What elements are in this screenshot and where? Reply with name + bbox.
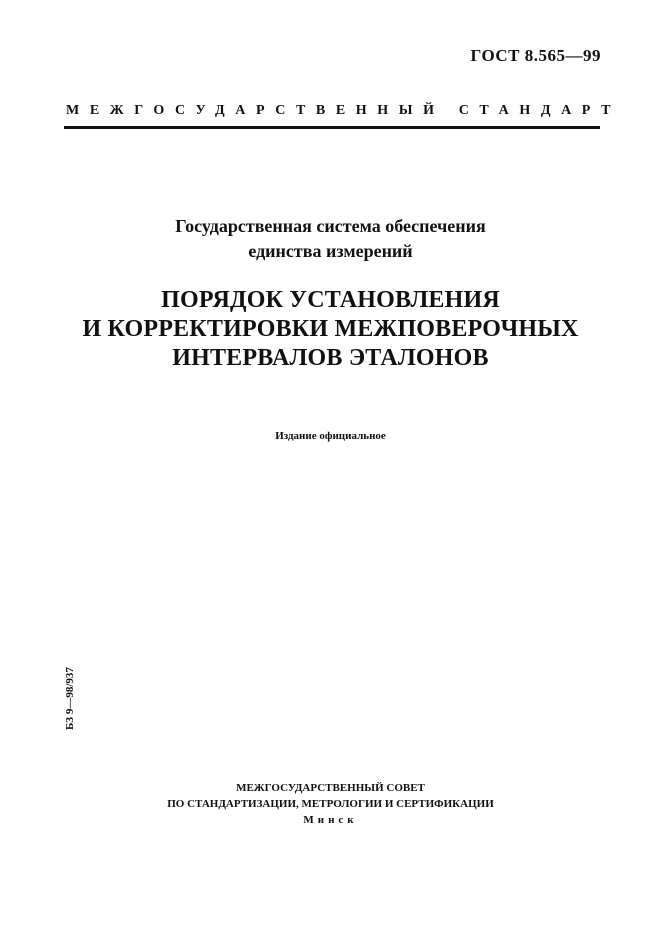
main-title bbox=[0, 286, 661, 373]
publisher-city: Минск bbox=[303, 814, 358, 826]
publisher-line-1: МЕЖГОСУДАРСТВЕННЫЙ СОВЕТ bbox=[236, 782, 425, 794]
edition-label: Издание официальное bbox=[275, 430, 386, 442]
system-title bbox=[0, 214, 661, 264]
standard-type-heading: МЕЖГОСУДАРСТВЕННЫЙ СТАНДАРТ bbox=[66, 103, 622, 118]
publisher-block bbox=[0, 780, 661, 828]
system-title-line-1: Государственная система обеспечения bbox=[175, 216, 486, 236]
publisher-line-2: ПО СТАНДАРТИЗАЦИИ, МЕТРОЛОГИИ И СЕРТИФИКАЦИИ bbox=[167, 798, 494, 810]
main-title-line-3: ИНТЕРВАЛОВ ЭТАЛОНОВ bbox=[172, 345, 489, 371]
main-title-line-1: ПОРЯДОК УСТАНОВЛЕНИЯ bbox=[161, 287, 500, 313]
main-title-line-2: И КОРРЕКТИРОВКИ МЕЖПОВЕРОЧНЫХ bbox=[82, 316, 579, 342]
system-title-line-2: единства измерений bbox=[248, 241, 413, 261]
header-divider bbox=[64, 126, 600, 129]
document-number: ГОСТ 8.565—99 bbox=[470, 46, 601, 65]
side-print-code: БЗ 9—98/937 bbox=[64, 667, 76, 730]
